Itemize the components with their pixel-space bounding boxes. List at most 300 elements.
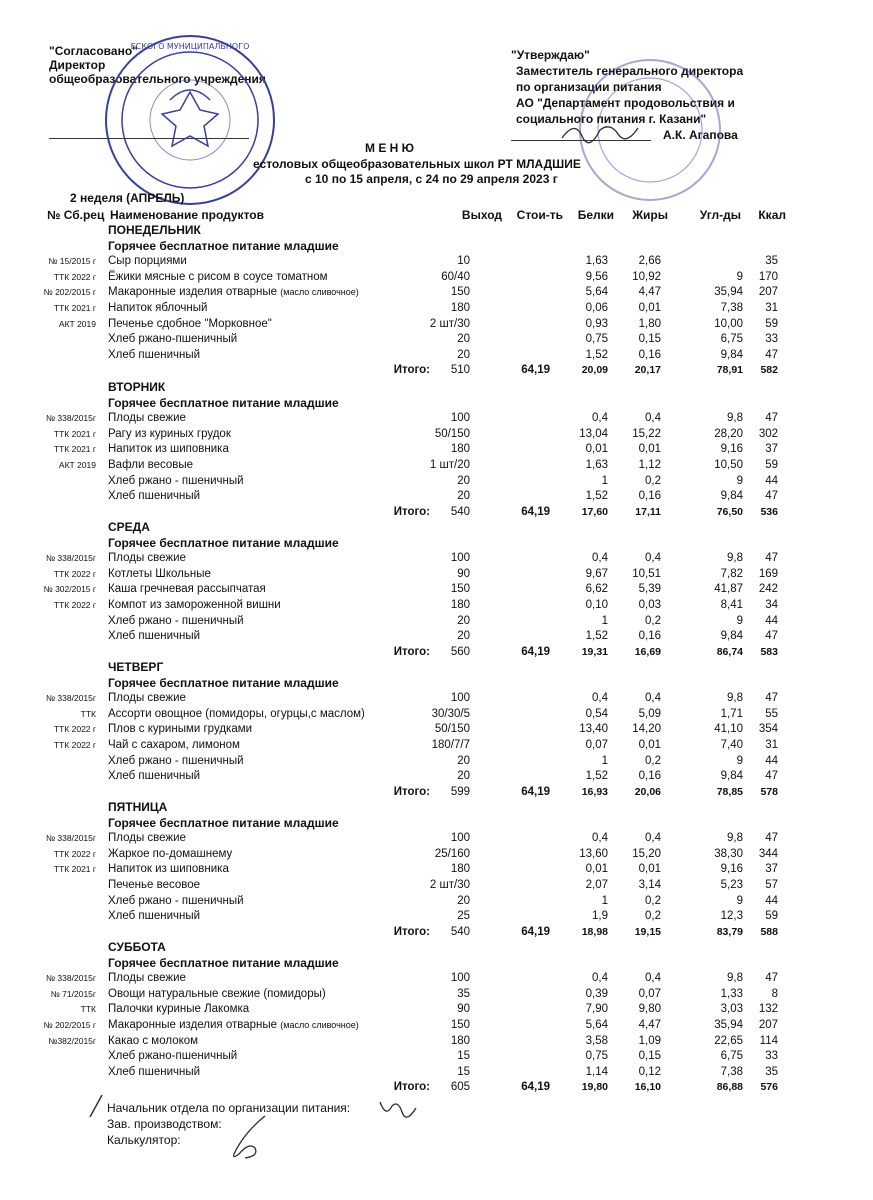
portion-output: 1 шт/20 xyxy=(429,459,470,471)
recipe-code: № 71/2015г xyxy=(50,988,96,999)
protein-value: 1 xyxy=(601,614,608,627)
total-fat: 16,69 xyxy=(634,645,661,658)
fat-value: 15,20 xyxy=(632,847,661,860)
footer-production-head: Зав. производством: xyxy=(107,1117,222,1131)
portion-output: 180 xyxy=(450,1034,470,1047)
protein-value: 1,52 xyxy=(585,630,608,643)
portion-output: 15 xyxy=(457,1050,470,1063)
protein-value: 1,9 xyxy=(592,910,608,923)
dish-name: Хлеб пшеничный xyxy=(108,910,201,923)
svg-text:ЕСКОГО МУНИЦИПАЛЬНОГО: ЕСКОГО МУНИЦИПАЛЬНОГО xyxy=(130,42,250,51)
portion-output: 2 шт/30 xyxy=(429,879,470,891)
fat-value: 0,01 xyxy=(638,739,661,751)
recipe-code: ТТК 2021 г xyxy=(53,864,96,875)
portion-output: 20 xyxy=(457,770,470,783)
kcal-value: 114 xyxy=(759,1034,778,1047)
fat-value: 4,47 xyxy=(638,286,661,299)
day-total-row xyxy=(0,645,873,659)
portion-output: 150 xyxy=(450,286,470,299)
carbs-value: 5,23 xyxy=(720,879,743,891)
protein-value: 5,64 xyxy=(585,1019,608,1031)
protein-value: 1,52 xyxy=(585,348,608,361)
fat-value: 0,15 xyxy=(638,333,661,346)
carbs-value: 10,00 xyxy=(714,317,743,330)
fat-value: 1,09 xyxy=(638,1034,661,1047)
menu-item-row xyxy=(0,614,873,628)
day-name: ЧЕТВЕРГ xyxy=(108,660,164,674)
total-label: Итого: xyxy=(393,645,430,658)
fat-value: 0,2 xyxy=(645,754,661,767)
total-protein: 18,98 xyxy=(581,925,608,938)
total-carbs: 78,85 xyxy=(716,785,743,798)
kcal-value: 344 xyxy=(758,847,778,860)
section-name: Горячее бесплатное питание младшие xyxy=(108,955,339,970)
fat-value: 9,80 xyxy=(638,1003,661,1016)
fat-value: 14,20 xyxy=(632,723,661,736)
recipe-code: ТТК 2022 г xyxy=(53,568,96,579)
carbs-value: 9 xyxy=(736,614,743,627)
day-total-row xyxy=(0,1080,873,1094)
menu-item-row xyxy=(0,722,873,736)
section-name: Горячее бесплатное питание младшие xyxy=(108,535,339,550)
footer-calculator: Калькулятор: xyxy=(107,1133,181,1147)
total-fat: 19,15 xyxy=(634,925,661,938)
total-cost: 64,19 xyxy=(521,505,550,518)
menu-item-row xyxy=(0,411,873,425)
recipe-code: № 338/2015г xyxy=(45,413,96,424)
kcal-value: 31 xyxy=(765,302,778,314)
total-protein: 20,09 xyxy=(581,364,608,377)
menu-item-row xyxy=(0,317,873,331)
carbs-value: 7,40 xyxy=(720,739,743,751)
protein-value: 1 xyxy=(601,754,608,767)
menu-item-row xyxy=(0,707,873,721)
total-label: Итого: xyxy=(393,785,430,798)
carbs-value: 22,65 xyxy=(714,1034,743,1047)
dish-name: Напиток из шиповника xyxy=(108,863,229,876)
menu-item-row xyxy=(0,427,873,441)
carbs-value: 10,50 xyxy=(714,459,743,471)
menu-item-row xyxy=(0,629,873,643)
menu-item-row xyxy=(0,489,873,503)
total-output: 540 xyxy=(450,505,470,518)
fat-value: 0,4 xyxy=(645,832,661,845)
column-header-row xyxy=(0,208,873,222)
portion-output: 25 xyxy=(457,910,470,923)
section-heading-row xyxy=(0,816,873,830)
kcal-value: 302 xyxy=(758,427,778,440)
signature-footer-1-icon xyxy=(378,1098,418,1120)
menu-item-row xyxy=(0,971,873,985)
fat-value: 0,03 xyxy=(638,599,661,611)
day-name: СРЕДА xyxy=(108,520,150,534)
col-cost: Стои-ть xyxy=(516,208,563,222)
menu-item-row xyxy=(0,551,873,565)
carbs-value: 38,30 xyxy=(714,847,743,860)
total-label: Итого: xyxy=(393,925,430,938)
day-heading-row xyxy=(0,800,873,814)
dish-name: Компот из замороженной вишни xyxy=(108,599,281,611)
recipe-code: ТТК 2022 г xyxy=(53,724,96,735)
kcal-value: 354 xyxy=(758,723,778,736)
carbs-value: 9,8 xyxy=(727,832,743,845)
carbs-value: 3,03 xyxy=(720,1003,743,1016)
portion-output: 30/30/5 xyxy=(431,707,470,720)
col-kkal: Ккал xyxy=(758,208,786,222)
recipe-code: № 338/2015г xyxy=(45,973,96,984)
carbs-value: 9 xyxy=(736,754,743,767)
menu-item-row xyxy=(0,847,873,861)
dish-name: Вафли весовые xyxy=(108,459,194,471)
dish-name: Напиток яблочный xyxy=(108,302,208,314)
kcal-value: 33 xyxy=(765,1050,778,1063)
protein-value: 0,07 xyxy=(585,739,608,751)
carbs-value: 9,16 xyxy=(720,863,743,876)
section-heading-row xyxy=(0,396,873,410)
approval-right-2: Заместитель генерального директора xyxy=(516,64,744,78)
menu-item-row xyxy=(0,301,873,315)
protein-value: 1 xyxy=(601,474,608,487)
portion-output: 20 xyxy=(457,894,470,907)
kcal-value: 47 xyxy=(765,348,778,361)
dish-name: Хлеб пшеничный xyxy=(108,1065,201,1078)
portion-output: 100 xyxy=(450,972,470,985)
fat-value: 1,12 xyxy=(638,459,661,471)
portion-output: 20 xyxy=(457,490,470,503)
fat-value: 0,01 xyxy=(638,443,661,456)
section-name: Горячее бесплатное питание младшие xyxy=(108,815,339,830)
recipe-code: ТТК 2022 г xyxy=(53,600,96,610)
protein-value: 13,40 xyxy=(579,723,608,736)
portion-output: 50/150 xyxy=(434,723,470,736)
recipe-code: ТТК 2022 г xyxy=(53,740,96,750)
official-seal-icon xyxy=(100,30,280,210)
dish-name: Печенье весовое xyxy=(108,879,201,891)
kcal-value: 37 xyxy=(765,863,778,876)
carbs-value: 9,16 xyxy=(720,443,743,456)
carbs-value: 7,38 xyxy=(720,1065,743,1078)
carbs-value: 9,84 xyxy=(720,348,743,361)
kcal-value: 33 xyxy=(765,333,778,346)
recipe-code: № 302/2015 г xyxy=(43,584,96,595)
fat-value: 0,16 xyxy=(638,630,661,643)
recipe-code: № 338/2015г xyxy=(45,833,96,844)
kcal-value: 55 xyxy=(765,707,778,720)
kcal-value: 47 xyxy=(765,972,778,985)
portion-output: 180/7/7 xyxy=(431,739,470,751)
dish-name: Плоды свежие xyxy=(108,832,186,845)
recipe-code: № 338/2015г xyxy=(45,553,96,564)
portion-output: 60/40 xyxy=(441,270,470,283)
day-heading-row xyxy=(0,223,873,237)
dish-name: Овощи натуральные свежие (помидоры) xyxy=(108,987,326,1000)
total-cost: 64,19 xyxy=(521,1081,550,1094)
menu-subtitle: естоловых общеобразовательных школ РТ МЛАДШИЕ xyxy=(253,157,581,171)
recipe-code: ТТК 2022 г xyxy=(53,271,96,282)
recipe-code: ТТК xyxy=(80,708,96,719)
dish-name: Хлеб пшеничный xyxy=(108,490,201,503)
total-output: 540 xyxy=(450,925,470,938)
dish-note: (масло сливочное) xyxy=(280,287,359,298)
recipe-code: № 202/2015 г xyxy=(43,287,96,298)
fat-value: 0,2 xyxy=(645,614,661,627)
day-name: ВТОРНИК xyxy=(108,380,166,394)
signature-footer-2-icon xyxy=(205,1112,275,1162)
menu-item-row xyxy=(0,474,873,488)
carbs-value: 1,71 xyxy=(720,707,743,720)
carbs-value: 8,41 xyxy=(720,599,743,611)
dish-name: Хлеб ржано - пшеничный xyxy=(108,754,244,767)
portion-output: 20 xyxy=(457,614,470,627)
total-carbs: 83,79 xyxy=(716,925,743,938)
portion-output: 180 xyxy=(450,863,470,876)
recipe-code: АКТ 2019 xyxy=(58,318,96,329)
portion-output: 25/160 xyxy=(434,847,470,860)
carbs-value: 9,84 xyxy=(720,490,743,503)
kcal-value: 170 xyxy=(758,270,778,283)
kcal-value: 35 xyxy=(765,1065,778,1078)
portion-output: 100 xyxy=(450,552,470,565)
kcal-value: 44 xyxy=(765,894,778,907)
approval-right-4: АО "Департамент продовольствия и xyxy=(516,96,735,110)
kcal-value: 31 xyxy=(765,739,778,751)
dish-name: Ёжики мясные с рисом в соусе томатном xyxy=(108,270,328,283)
kcal-value: 47 xyxy=(765,630,778,643)
carbs-value: 9,8 xyxy=(727,692,743,705)
carbs-value: 9,8 xyxy=(727,552,743,565)
protein-value: 13,04 xyxy=(579,427,608,440)
dish-name: Хлеб пшеничный xyxy=(108,770,201,783)
carbs-value: 6,75 xyxy=(720,333,743,346)
carbs-value: 9 xyxy=(736,270,743,283)
portion-output: 180 xyxy=(450,443,470,456)
menu-item-row xyxy=(0,1018,873,1032)
menu-item-row xyxy=(0,862,873,876)
day-total-row xyxy=(0,505,873,519)
total-cost: 64,19 xyxy=(521,925,550,938)
total-protein: 16,93 xyxy=(581,785,608,798)
dish-name: Сыр порциями xyxy=(108,255,187,268)
protein-value: 1,52 xyxy=(585,490,608,503)
protein-value: 0,39 xyxy=(585,987,608,1000)
fat-value: 0,07 xyxy=(638,987,661,1000)
protein-value: 1 xyxy=(601,894,608,907)
portion-output: 20 xyxy=(457,630,470,643)
fat-value: 0,4 xyxy=(645,412,661,425)
fat-value: 1,80 xyxy=(638,317,661,330)
kcal-value: 59 xyxy=(765,317,778,330)
carbs-value: 35,94 xyxy=(714,1019,743,1031)
kcal-value: 207 xyxy=(758,1019,778,1031)
total-label: Итого: xyxy=(393,1081,430,1094)
menu-item-row xyxy=(0,738,873,752)
approval-left-3: общеобразовательного учреждения xyxy=(49,72,266,86)
portion-output: 20 xyxy=(457,474,470,487)
total-protein: 17,60 xyxy=(581,505,608,518)
protein-value: 0,75 xyxy=(585,1050,608,1063)
kcal-value: 44 xyxy=(765,614,778,627)
dish-name: Плов с куриными грудками xyxy=(108,723,253,736)
total-kcal: 576 xyxy=(760,1081,778,1094)
fat-value: 10,92 xyxy=(632,270,661,283)
menu-item-row xyxy=(0,582,873,596)
recipe-code: ТТК 2021 г xyxy=(53,428,96,439)
dish-name: Напиток из шиповника xyxy=(108,443,229,456)
kcal-value: 57 xyxy=(765,879,778,891)
kcal-value: 47 xyxy=(765,412,778,425)
carbs-value: 9 xyxy=(736,474,743,487)
menu-item-row xyxy=(0,909,873,923)
dish-name: Хлеб ржано - пшеничный xyxy=(108,894,244,907)
recipe-code: ТТК 2021 г xyxy=(53,444,96,455)
fat-value: 0,4 xyxy=(645,692,661,705)
fat-value: 0,01 xyxy=(638,302,661,314)
recipe-code: № 338/2015г xyxy=(45,693,96,704)
kcal-value: 34 xyxy=(765,599,778,611)
portion-output: 20 xyxy=(457,333,470,346)
total-carbs: 86,88 xyxy=(716,1081,743,1094)
menu-item-row xyxy=(0,348,873,362)
portion-output: 20 xyxy=(457,754,470,767)
carbs-value: 12,3 xyxy=(720,910,743,923)
kcal-value: 44 xyxy=(765,754,778,767)
fat-value: 4,47 xyxy=(638,1019,661,1031)
kcal-value: 242 xyxy=(758,583,778,596)
portion-output: 10 xyxy=(457,255,470,268)
section-heading-row xyxy=(0,536,873,550)
total-output: 599 xyxy=(450,785,470,798)
kcal-value: 169 xyxy=(758,567,778,580)
fat-value: 10,51 xyxy=(632,567,661,580)
protein-value: 0,4 xyxy=(592,832,608,845)
col-code: № Сб.рец xyxy=(47,208,105,222)
menu-item-row xyxy=(0,754,873,768)
dish-name: Печенье сдобное "Морковное" xyxy=(108,317,272,330)
day-heading-row xyxy=(0,660,873,674)
protein-value: 3,58 xyxy=(585,1034,608,1047)
dish-name: Рагу из куриных грудок xyxy=(108,427,231,440)
fat-value: 0,01 xyxy=(638,863,661,876)
portion-output: 100 xyxy=(450,692,470,705)
portion-output: 100 xyxy=(450,412,470,425)
dish-name: Плоды свежие xyxy=(108,972,186,985)
carbs-value: 9,8 xyxy=(727,972,743,985)
kcal-value: 35 xyxy=(765,255,778,268)
total-cost: 64,19 xyxy=(521,364,550,377)
dish-name: Чай с сахаром, лимоном xyxy=(108,739,240,751)
portion-output: 150 xyxy=(450,1019,470,1031)
carbs-value: 6,75 xyxy=(720,1050,743,1063)
kcal-value: 37 xyxy=(765,443,778,456)
fat-value: 0,4 xyxy=(645,552,661,565)
total-label: Итого: xyxy=(393,505,430,518)
protein-value: 0,4 xyxy=(592,552,608,565)
fat-value: 0,12 xyxy=(638,1065,661,1078)
recipe-code: ТТК 2022 г xyxy=(53,848,96,859)
protein-value: 0,10 xyxy=(585,599,608,611)
menu-item-row xyxy=(0,894,873,908)
kcal-value: 47 xyxy=(765,692,778,705)
portion-output: 35 xyxy=(457,987,470,1000)
menu-item-row xyxy=(0,270,873,284)
menu-item-row xyxy=(0,458,873,472)
menu-item-row xyxy=(0,442,873,456)
total-output: 560 xyxy=(450,645,470,658)
dish-name: Каша гречневая рассыпчатая xyxy=(108,583,266,596)
protein-value: 0,4 xyxy=(592,412,608,425)
total-cost: 64,19 xyxy=(521,645,550,658)
recipe-code: АКТ 2019 xyxy=(58,460,96,470)
fat-value: 0,15 xyxy=(638,1050,661,1063)
section-heading-row xyxy=(0,239,873,253)
total-fat: 16,10 xyxy=(634,1081,661,1094)
fat-value: 5,39 xyxy=(638,583,661,596)
portion-output: 20 xyxy=(457,348,470,361)
fat-value: 0,2 xyxy=(645,474,661,487)
dish-name: Палочки куриные Лакомка xyxy=(108,1003,250,1016)
day-total-row xyxy=(0,363,873,377)
dish-name: Хлеб ржано-пшеничный xyxy=(108,333,238,346)
protein-value: 6,62 xyxy=(585,583,608,596)
menu-item-row xyxy=(0,285,873,299)
col-name: Наименование продуктов xyxy=(110,208,264,222)
protein-value: 5,64 xyxy=(585,286,608,299)
menu-item-row xyxy=(0,1065,873,1079)
approval-left-1: "Согласовано" xyxy=(49,44,138,58)
dish-name: Ассорти овощное (помидоры, огурцы,с маслом) xyxy=(108,707,365,720)
section-name: Горячее бесплатное питание младшие xyxy=(108,675,339,690)
kcal-value: 47 xyxy=(765,832,778,845)
menu-item-row xyxy=(0,598,873,612)
kcal-value: 44 xyxy=(765,474,778,487)
total-kcal: 588 xyxy=(760,925,778,938)
protein-value: 9,67 xyxy=(585,567,608,580)
carbs-value: 35,94 xyxy=(714,286,743,299)
kcal-value: 207 xyxy=(758,286,778,299)
menu-item-row xyxy=(0,831,873,845)
carbs-value: 7,38 xyxy=(720,302,743,314)
total-carbs: 78,91 xyxy=(716,364,743,377)
day-name: ПОНЕДЕЛЬНИК xyxy=(108,223,201,237)
signature-right-icon xyxy=(560,118,640,148)
portion-output: 90 xyxy=(457,1003,470,1016)
portion-output: 180 xyxy=(450,599,470,611)
total-label: Итого: xyxy=(393,364,430,377)
dish-name: Плоды свежие xyxy=(108,552,186,565)
portion-output: 100 xyxy=(450,832,470,845)
approval-left-2: Директор xyxy=(49,58,106,72)
menu-title: М Е Н Ю xyxy=(365,141,415,155)
col-bel: Белки xyxy=(577,208,614,222)
menu-item-row xyxy=(0,987,873,1001)
protein-value: 0,75 xyxy=(585,333,608,346)
total-kcal: 536 xyxy=(760,505,778,518)
protein-value: 1,14 xyxy=(585,1065,608,1078)
day-heading-row xyxy=(0,940,873,954)
kcal-value: 59 xyxy=(765,910,778,923)
approval-signer: А.К. Агапова xyxy=(663,128,738,142)
protein-value: 0,01 xyxy=(585,863,608,876)
portion-output: 2 шт/30 xyxy=(429,317,470,330)
carbs-value: 7,82 xyxy=(720,567,743,580)
portion-output: 90 xyxy=(457,567,470,580)
total-kcal: 582 xyxy=(760,364,778,377)
total-kcal: 583 xyxy=(760,645,778,658)
tick-mark-icon xyxy=(86,1093,106,1119)
fat-value: 3,14 xyxy=(638,879,661,891)
menu-item-row xyxy=(0,1034,873,1048)
total-output: 605 xyxy=(450,1081,470,1094)
